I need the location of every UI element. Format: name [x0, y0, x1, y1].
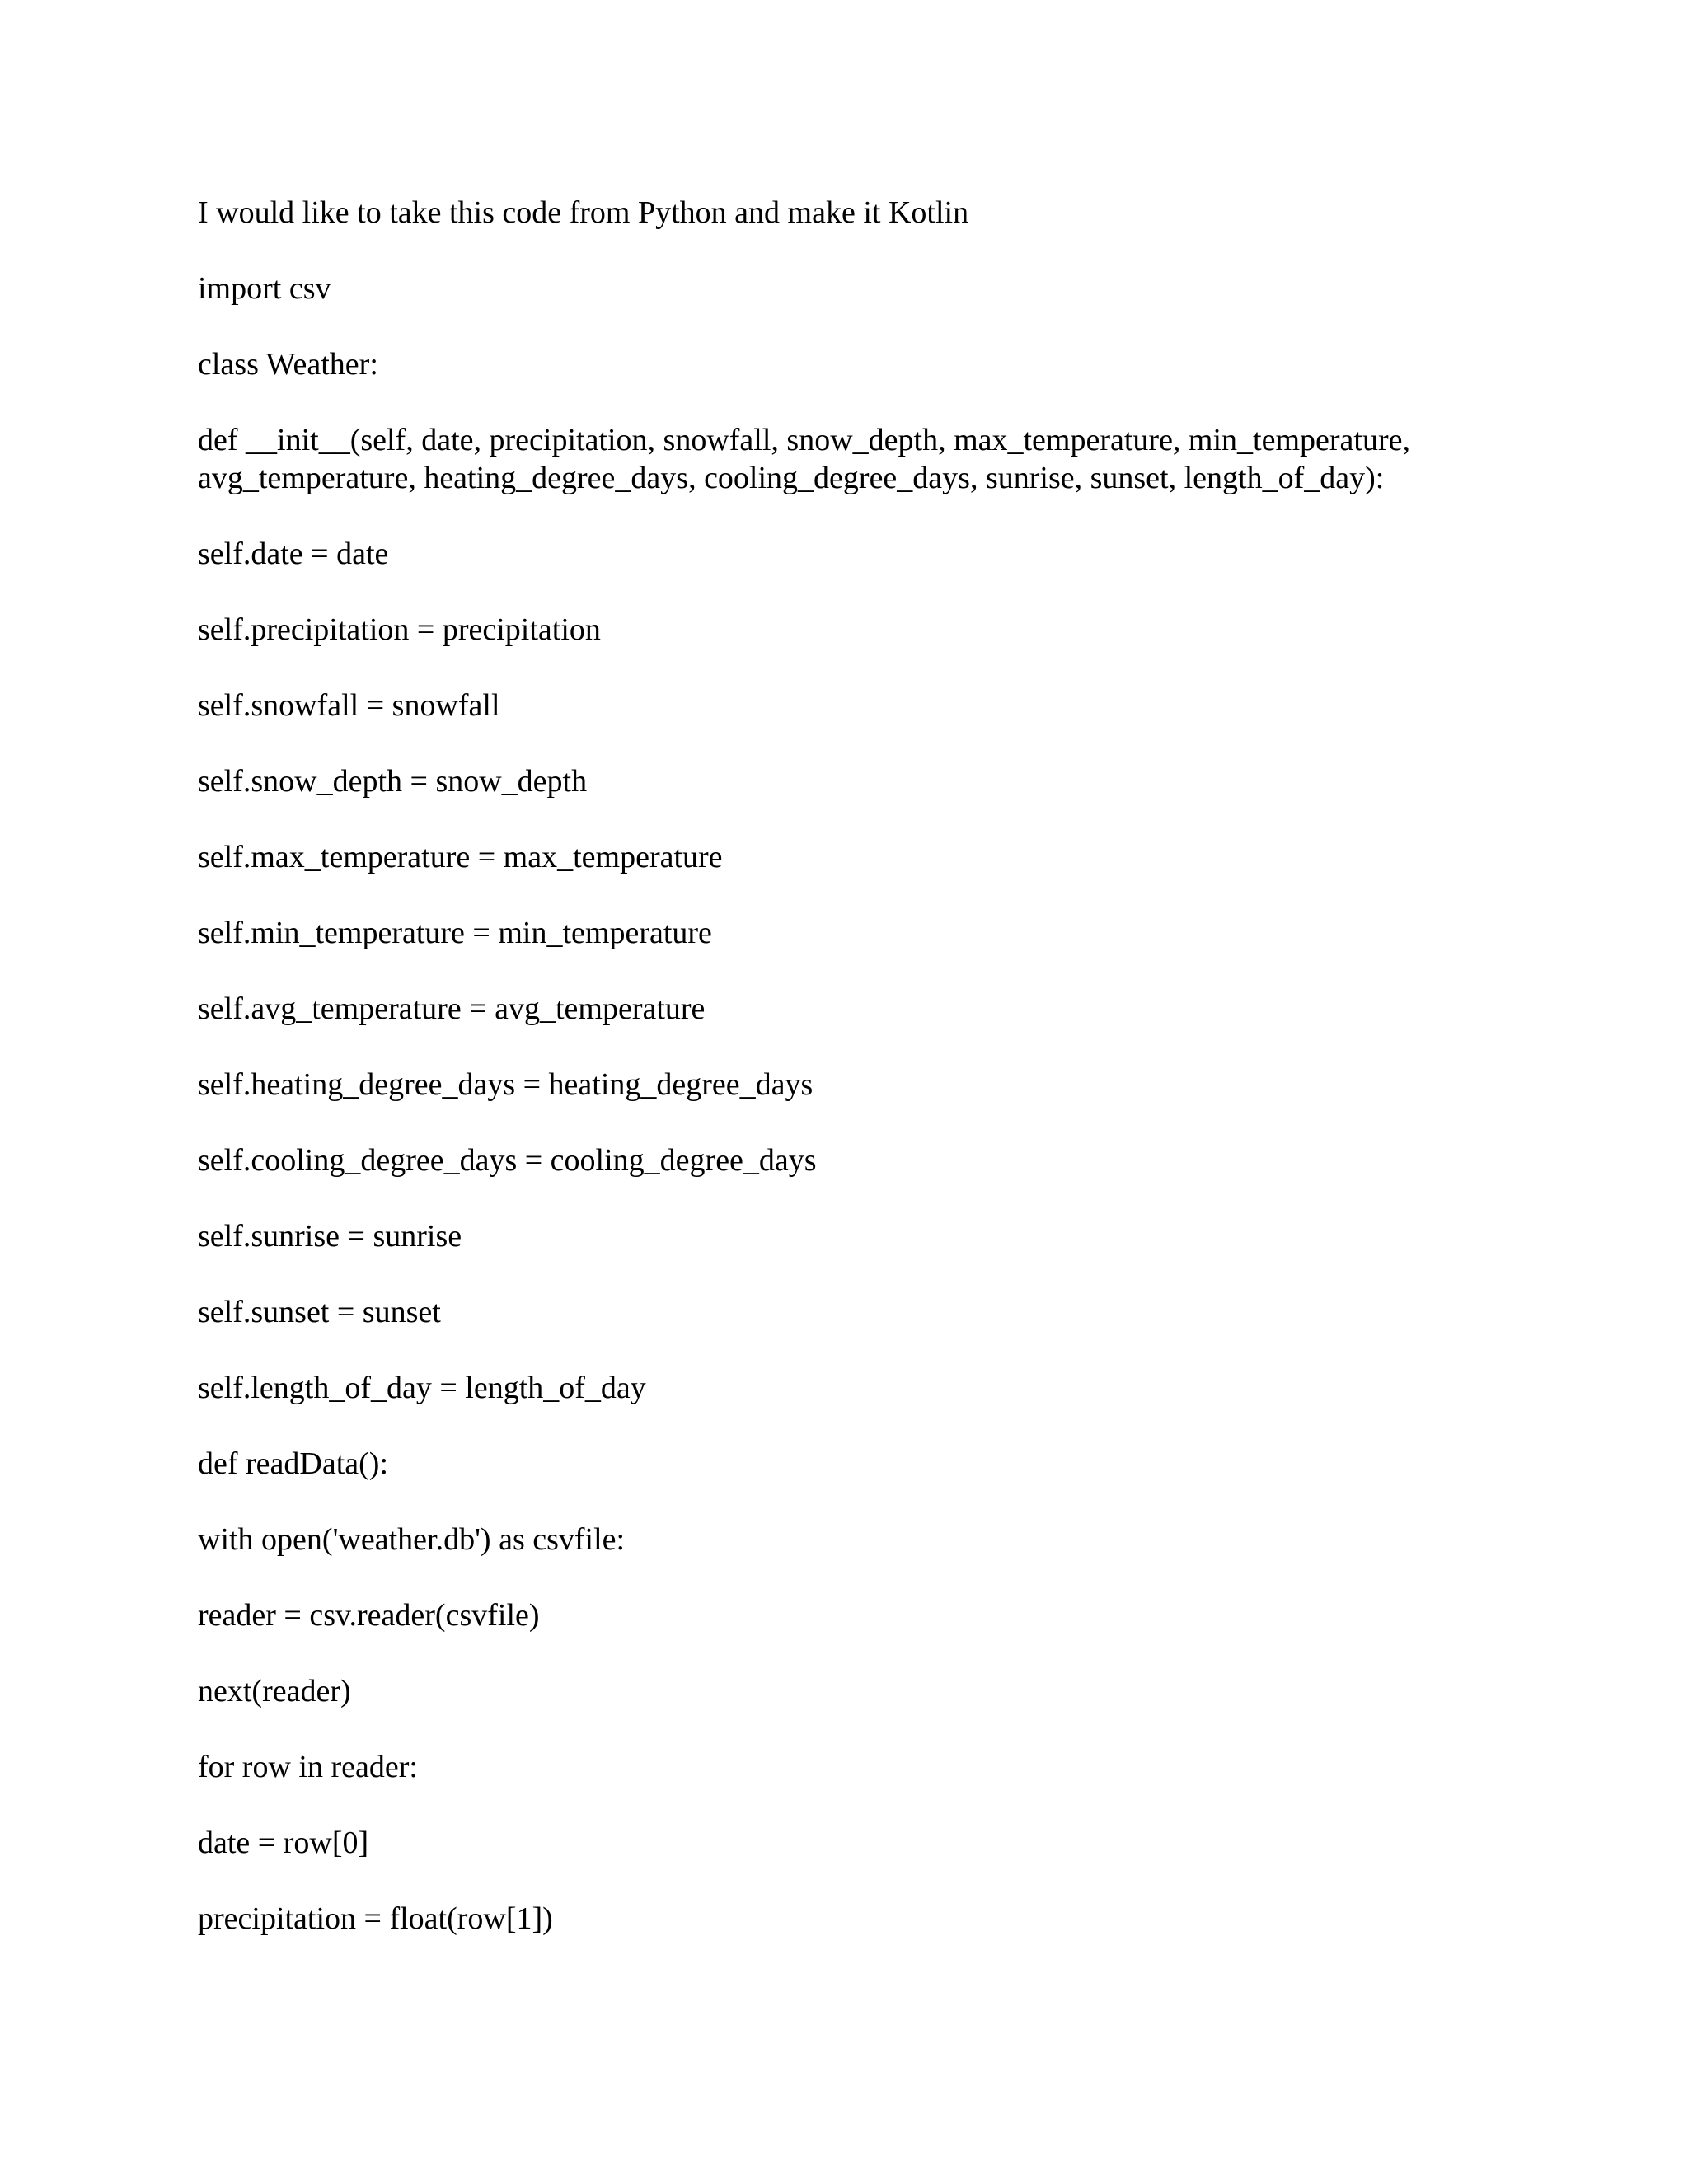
- code-line: self.sunrise = sunrise: [198, 1219, 462, 1254]
- code-line: for row in reader:: [198, 1750, 418, 1784]
- code-line: date = row[0]: [198, 1825, 369, 1860]
- code-line: self.avg_temperature = avg_temperature: [198, 991, 706, 1026]
- code-line: self.snowfall = snowfall: [198, 688, 500, 723]
- code-line: def readData():: [198, 1446, 389, 1481]
- code-line: import csv: [198, 271, 331, 306]
- code-line: precipitation = float(row[1]): [198, 1901, 553, 1936]
- code-line: self.precipitation = precipitation: [198, 612, 601, 647]
- code-line: self.heating_degree_days = heating_degree_days: [198, 1067, 814, 1102]
- code-line: self.snow_depth = snow_depth: [198, 764, 588, 799]
- code-line: reader = csv.reader(csvfile): [198, 1598, 540, 1633]
- code-line: self.min_temperature = min_temperature: [198, 916, 712, 950]
- code-line: self.cooling_degree_days = cooling_degree_days: [198, 1143, 817, 1178]
- document-body: [198, 194, 1525, 1975]
- code-line: next(reader): [198, 1674, 351, 1708]
- code-line: with open('weather.db') as csvfile:: [198, 1522, 626, 1557]
- code-line: self.max_temperature = max_temperature: [198, 840, 723, 874]
- code-line: self.date = date: [198, 537, 389, 571]
- code-line: self.sunset = sunset: [198, 1295, 441, 1329]
- intro-text: I would like to take this code from Python and make it Kotlin: [198, 195, 969, 230]
- code-line: class Weather:: [198, 347, 378, 382]
- code-line: def __init__(self, date, precipitation, snowfall, snow_depth, max_temperature, min_temperature, avg_temperature, heating_degree_days, cooling_degree_days, sunrise, sunset, length_of_day):: [198, 423, 1410, 495]
- code-line: self.length_of_day = length_of_day: [198, 1371, 646, 1405]
